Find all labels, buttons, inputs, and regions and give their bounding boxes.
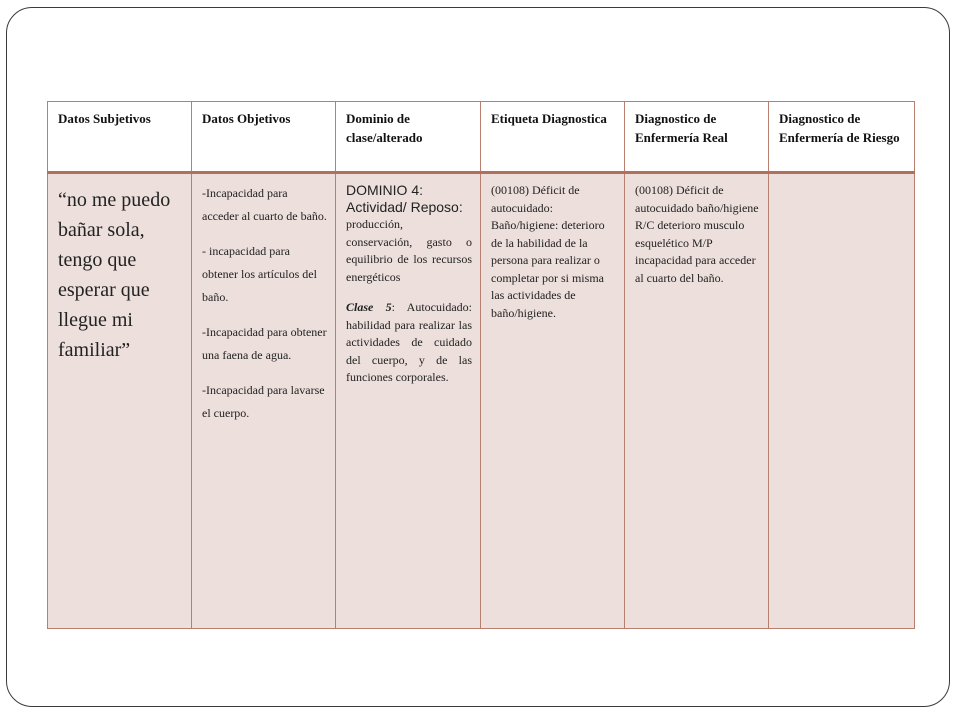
header-diagnostico-real: Diagnostico de Enfermería Real xyxy=(625,102,769,173)
class-text: : Autocuidado: habilidad para realizar las actividades de cuidado del cuerpo, y de las funciones corporales. xyxy=(346,300,472,384)
cell-objective xyxy=(192,173,336,629)
objective-item: - incapacidad para obtener los artículos del baño. xyxy=(202,244,317,304)
cell-risk-dx xyxy=(769,173,915,629)
objective-item: -Incapacidad para obtener una faena de agua. xyxy=(202,325,327,362)
real-diagnosis: (00108) Déficit de autocuidado baño/higiene R/C deterioro musculo esquelético M/P incapacidad para acceder al cuarto del baño. xyxy=(635,183,759,285)
cell-domain xyxy=(336,173,481,629)
cell-real-dx xyxy=(625,173,769,629)
header-etiqueta-diagnostica: Etiqueta Diagnostica xyxy=(481,102,625,173)
cell-label xyxy=(481,173,625,629)
domain-heading: DOMINIO 4: Actividad/ Reposo: xyxy=(346,182,463,215)
objective-item: -Incapacidad para lavarse el cuerpo. xyxy=(202,383,325,420)
header-row xyxy=(48,102,915,173)
header-datos-subjetivos: Datos Subjetivos xyxy=(48,102,192,173)
domain-description: producción, conservación, gasto o equilibrio de los recursos energéticos xyxy=(346,217,472,284)
class-label: Clase 5 xyxy=(346,300,392,314)
header-datos-objetivos: Datos Objetivos xyxy=(192,102,336,173)
nursing-care-table xyxy=(47,101,915,629)
subjective-quote: “no me puedo bañar sola, tengo que esperar que llegue mi familiar” xyxy=(58,189,171,361)
cell-subjective xyxy=(48,173,192,629)
objective-item: -Incapacidad para acceder al cuarto de baño. xyxy=(202,186,327,223)
table-row xyxy=(48,173,915,629)
diagnostic-label: (00108) Déficit de autocuidado: Baño/higiene: deterioro de la habilidad de la persona para realizar o completar por si misma las actividades de baño/higiene. xyxy=(491,183,605,320)
header-dominio: Dominio de clase/alterado xyxy=(336,102,481,173)
domain-class xyxy=(346,299,472,387)
header-diagnostico-riesgo: Diagnostico de Enfermería de Riesgo xyxy=(769,102,915,173)
